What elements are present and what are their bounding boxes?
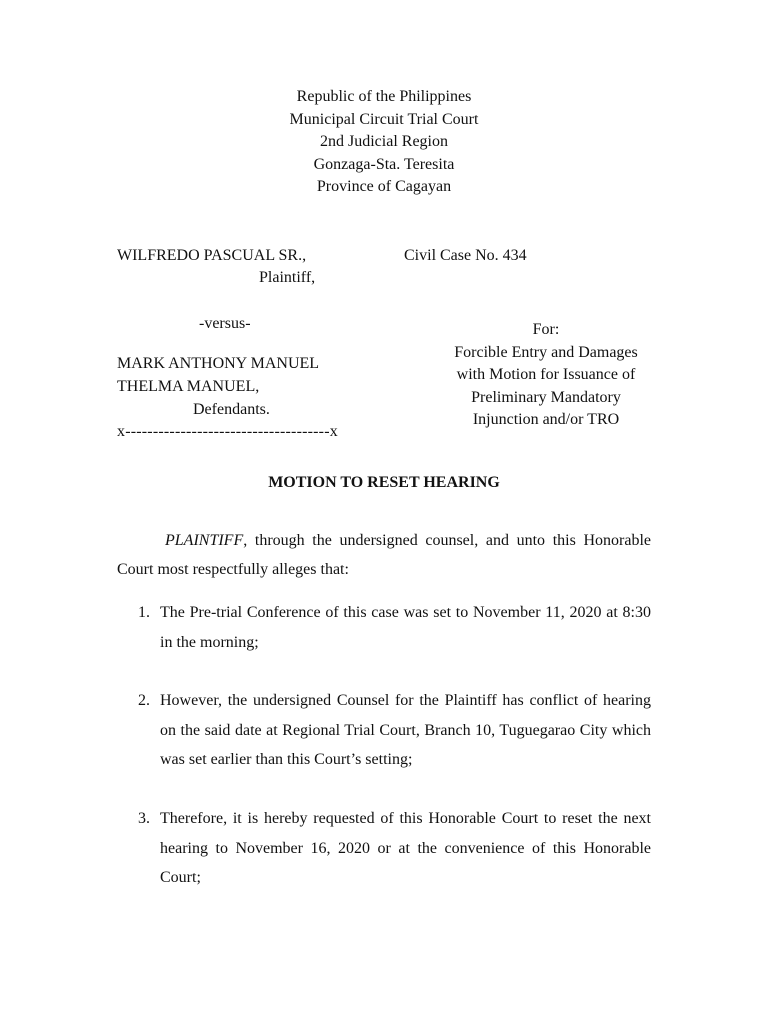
item-text: The Pre-trial Conference of this case was set to November 11, 2020 at 8:30 in the morning; [160, 604, 651, 651]
item-number: 3. [138, 810, 150, 827]
intro-text: , through the undersigned counsel, and unto this Honorable Court most respectfully alleges that: [117, 532, 651, 578]
item-number: 2. [138, 692, 150, 709]
intro-lead: PLAINTIFF [165, 532, 244, 549]
header-court: Municipal Circuit Trial Court [289, 110, 479, 128]
header-province: Province of Cagayan [316, 178, 452, 195]
item-number: 1. [138, 604, 150, 621]
for-line-3: Preliminary Mandatory [471, 388, 621, 406]
for-line-2: with Motion for Issuance of [456, 366, 636, 383]
intro-paragraph [117, 527, 651, 584]
defendant-name-1: MARK ANTHONY MANUEL [117, 355, 320, 372]
plaintiff-name: WILFREDO PASCUAL SR., [117, 247, 307, 264]
header-location: Gonzaga-Sta. Teresita [313, 155, 455, 173]
defendant-role: Defendants. [193, 401, 270, 418]
case-number: Civil Case No. 434 [404, 247, 527, 264]
header-region: 2nd Judicial Region [320, 133, 448, 150]
for-line-1: Forcible Entry and Damages [454, 343, 638, 361]
plaintiff-role: Plaintiff, [259, 269, 316, 286]
court-header [0, 86, 768, 199]
for-label: For: [532, 321, 560, 338]
versus-label: -versus- [199, 315, 251, 332]
defendant-name-2: THELMA MANUEL, [117, 378, 260, 395]
motion-title: MOTION TO RESET HEARING [268, 474, 500, 491]
case-nature [420, 319, 672, 432]
caption-separator: x-------------------------------------x [117, 423, 338, 440]
item-text: However, the undersigned Counsel for the Plaintiff has conflict of hearing on the said date at Regional Trial Court, Branch 10, Tuguegarao City which was set earlier than this Court’s setting; [160, 692, 651, 768]
for-line-4: Injunction and/or TRO [472, 411, 620, 428]
item-text: Therefore, it is hereby requested of this Honorable Court to reset the next hearing to November 16, 2020 or at the convenience of this Honorable Court; [160, 810, 651, 886]
header-republic: Republic of the Philippines [296, 88, 472, 105]
